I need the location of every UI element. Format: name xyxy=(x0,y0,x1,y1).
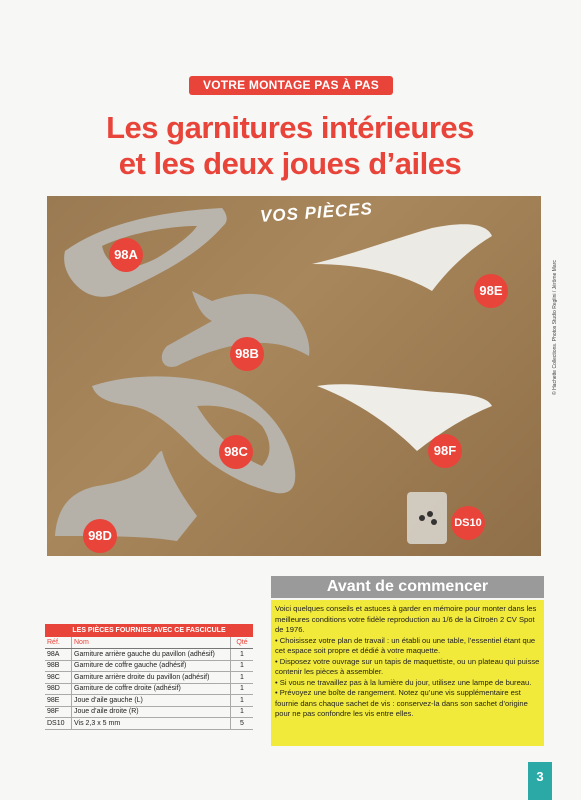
cell-ref: 98B xyxy=(45,660,72,672)
table-row xyxy=(45,706,253,718)
avant-paragraph: • Prévoyez une boîte de rangement. Notez qu’une vis supplémentaire est fournie dans chaque sachet de vis : conservez-la dans son sachet d’origine pour ne pas confondre les vis entre elles. xyxy=(275,688,528,718)
cell-ref: 98C xyxy=(45,672,72,684)
part-98e-shape xyxy=(312,224,492,291)
table-row xyxy=(45,718,253,730)
cell-ref: 98D xyxy=(45,683,72,695)
table-row xyxy=(45,672,253,684)
page-number: 3 xyxy=(528,762,552,800)
cell-name: Garniture de coffre droite (adhésif) xyxy=(72,683,231,695)
avant-paragraph: • Si vous ne travaillez pas à la lumière du jour, utilisez une lampe de bureau. xyxy=(275,677,532,687)
label-98c: 98C xyxy=(219,435,253,469)
avant-paragraph: Voici quelques conseils et astuces à garder en mémoire pour monter dans les meilleures conditions votre fidèle reproduction au 1/6 de la Citroën 2 CV Spot de 1976. xyxy=(275,604,537,634)
cell-name: Vis 2,3 x 5 mm xyxy=(72,718,231,730)
cell-qty: 1 xyxy=(231,660,254,672)
part-ds10-bag xyxy=(407,492,447,544)
table-row xyxy=(45,649,253,661)
cell-qty: 1 xyxy=(231,672,254,684)
parts-table-title: LES PIÈCES FOURNIES AVEC CE FASCICULE xyxy=(45,624,253,637)
col-ref: Réf. xyxy=(45,637,72,649)
part-98f-shape xyxy=(317,384,492,451)
page-title xyxy=(40,110,540,182)
cell-qty: 1 xyxy=(231,683,254,695)
cell-name: Joue d’aile gauche (L) xyxy=(72,695,231,707)
cell-name: Garniture de coffre gauche (adhésif) xyxy=(72,660,231,672)
cell-ref: DS10 xyxy=(45,718,72,730)
cell-ref: 98A xyxy=(45,649,72,661)
avant-paragraph: • Disposez votre ouvrage sur un tapis de maquettiste, ou un plateau qui puisse contenir les pièces à assembler. xyxy=(275,656,540,676)
avant-box xyxy=(271,600,544,746)
label-98d: 98D xyxy=(83,519,117,553)
part-98c-shape xyxy=(92,376,295,493)
photo-heading: VOS PIÈCES xyxy=(259,199,374,226)
col-qty: Qté xyxy=(231,637,254,649)
cell-qty: 1 xyxy=(231,695,254,707)
parts-table xyxy=(45,624,253,730)
avant-heading: Avant de commencer xyxy=(271,576,544,598)
cell-name: Garniture arrière droite du pavillon (adhésif) xyxy=(72,672,231,684)
label-98f: 98F xyxy=(428,434,462,468)
cell-ref: 98F xyxy=(45,706,72,718)
cell-name: Garniture arrière gauche du pavillon (adhésif) xyxy=(72,649,231,661)
label-ds10: DS10 xyxy=(451,506,485,540)
parts-photo xyxy=(47,196,541,556)
cell-qty: 1 xyxy=(231,706,254,718)
cell-qty: 5 xyxy=(231,718,254,730)
table-row xyxy=(45,683,253,695)
cell-name: Joue d’aile droite (R) xyxy=(72,706,231,718)
avant-paragraph: • Choisissez votre plan de travail : un établi ou une table, l’essentiel étant que cet espace soit propre et dédié à votre maquette. xyxy=(275,635,536,655)
title-line-1: Les garnitures intérieures xyxy=(106,110,474,145)
section-banner: VOTRE MONTAGE PAS À PAS xyxy=(189,76,393,95)
table-row xyxy=(45,660,253,672)
label-98b: 98B xyxy=(230,337,264,371)
part-98a-shape xyxy=(64,208,227,297)
cell-qty: 1 xyxy=(231,649,254,661)
label-98e: 98E xyxy=(474,274,508,308)
label-98a: 98A xyxy=(109,238,143,272)
photo-credit: © Hachette Collections. Photos Studio Reglini / Jérôme Marc xyxy=(552,260,558,395)
col-name: Nom xyxy=(72,637,231,649)
table-row xyxy=(45,695,253,707)
cell-ref: 98E xyxy=(45,695,72,707)
part-98d-shape xyxy=(55,451,197,541)
title-line-2: et les deux joues d’ailes xyxy=(118,146,462,181)
